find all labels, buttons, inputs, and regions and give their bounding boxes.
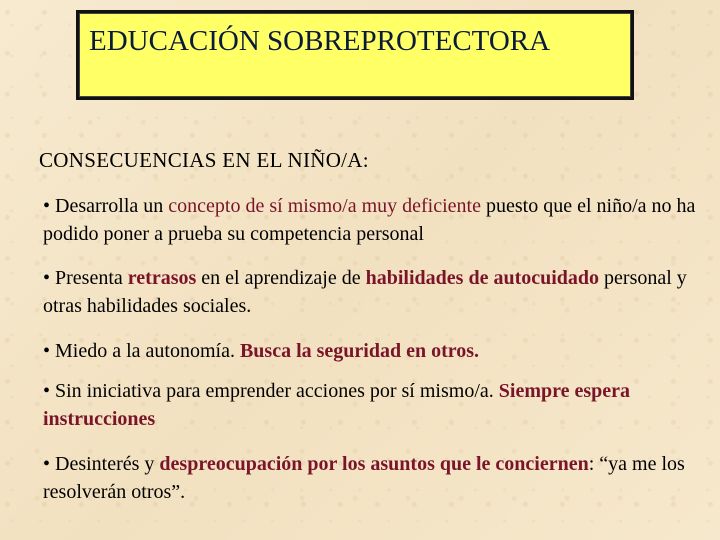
bullet-text: • Desarrolla un xyxy=(43,195,169,217)
bullet-text: personal y otras habilidades sociales. xyxy=(43,267,687,317)
bullet-highlight: Busca la seguridad en otros. xyxy=(239,340,480,362)
bullet-text: • Presenta xyxy=(43,267,128,289)
bullet-highlight: habilidades de autocuidado xyxy=(365,267,600,289)
bullet-item-3 xyxy=(43,337,479,365)
bullet-text: puesto que el niño/a no ha podido poner a prueba su competencia personal xyxy=(43,195,696,245)
bullet-text: • Sin iniciativa para emprender acciones por sí mismo/a. xyxy=(43,380,499,402)
bullet-highlight: despreocupación por los asuntos que le conciernen xyxy=(159,453,589,475)
bullet-highlight: Siempre espera instrucciones xyxy=(43,380,631,430)
bullet-text: • Miedo a la autonomía. xyxy=(43,340,240,362)
bullet-item-4 xyxy=(43,377,715,433)
title-box xyxy=(76,10,634,100)
slide-title: EDUCACIÓN SOBREPROTECTORA xyxy=(89,25,551,57)
bullet-highlight: retrasos xyxy=(127,267,197,289)
bullet-text: • Desinterés y xyxy=(43,453,160,475)
bullet-item-1 xyxy=(43,192,715,248)
bullet-text: : “ya me los resolverán otros”. xyxy=(43,453,685,503)
section-heading: CONSECUENCIAS EN EL NIÑO/A: xyxy=(39,148,369,172)
bullet-item-5 xyxy=(43,450,715,506)
bullet-text: en el aprendizaje de xyxy=(196,267,366,289)
bullet-highlight: concepto de sí mismo/a muy deficiente xyxy=(168,195,481,217)
bullet-item-2 xyxy=(43,264,715,320)
